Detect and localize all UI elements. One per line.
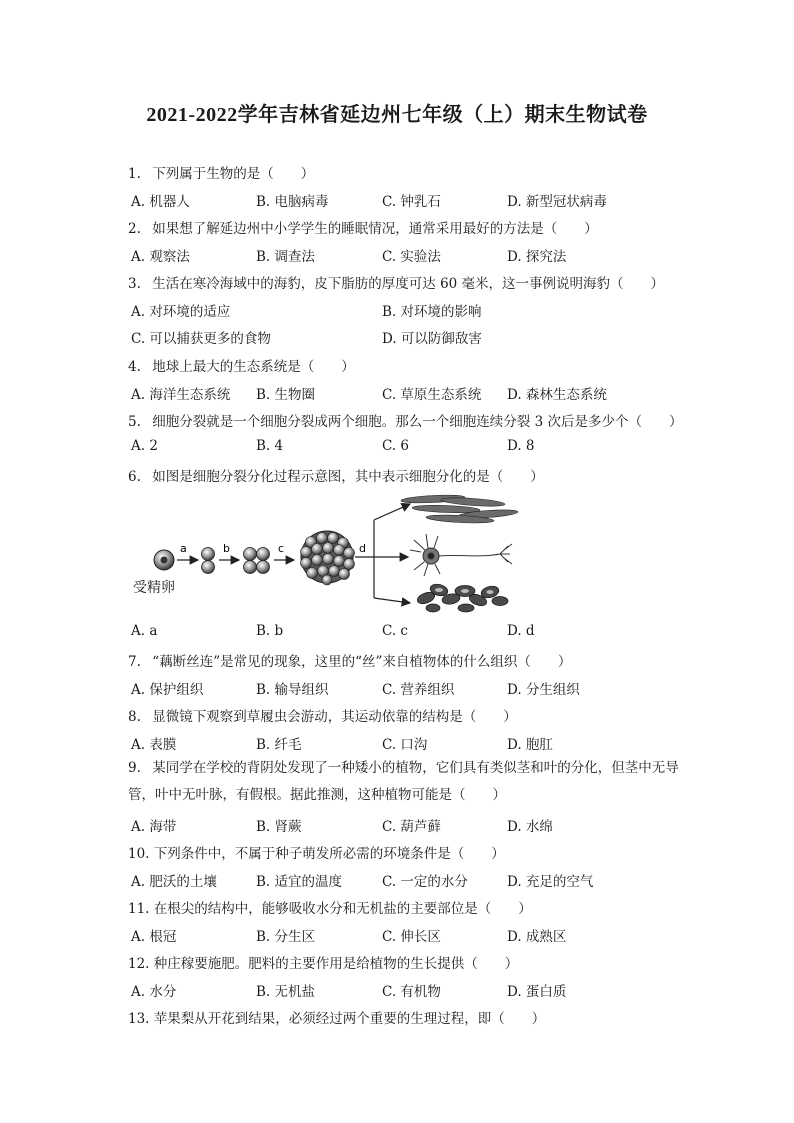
option-b: B. b	[256, 623, 284, 639]
option-d: D. d	[507, 623, 535, 639]
option-d: D. 胞肛	[507, 737, 553, 753]
option-c: C. 可以捕获更多的食物	[131, 331, 271, 347]
options-11	[131, 925, 691, 945]
option-b: B. 无机盐	[256, 984, 316, 1000]
option-a: A. a	[131, 623, 158, 639]
cell-mass-icon	[301, 531, 355, 585]
question-number: 1.	[128, 166, 141, 182]
options-12	[131, 980, 691, 1000]
question-1	[128, 162, 314, 182]
option-c: C. 葫芦藓	[382, 819, 441, 835]
option-b: B. 电脑病毒	[256, 194, 329, 210]
options-6	[131, 623, 691, 643]
question-text: 某同学在学校的背阴处发现了一种矮小的植物，它们具有类似茎和叶的分化，但茎中无导管，叶中无叶脉，有假根。据此推测，这种植物可能是（ ）	[128, 760, 679, 803]
option-a: A. 对环境的适应	[131, 304, 231, 320]
question-number: 11.	[128, 901, 150, 917]
options-5	[131, 438, 691, 458]
question-number: 8.	[128, 709, 141, 725]
question-text: 在根尖的结构中，能够吸收水分和无机盐的主要部位是（ ）	[153, 901, 532, 917]
question-number: 12.	[128, 956, 150, 972]
question-number: 5.	[128, 414, 141, 430]
option-d: D. 8	[507, 438, 535, 454]
option-b: B. 生物圈	[256, 387, 316, 403]
question-6	[128, 465, 544, 485]
option-b: B. 纤毛	[256, 737, 302, 753]
option-d: D. 可以防御敌害	[382, 331, 482, 347]
neuron-icon	[410, 534, 512, 576]
option-d: D. 森林生态系统	[507, 387, 607, 403]
options-1	[131, 190, 691, 210]
option-d: D. 水绵	[507, 819, 553, 835]
page-title: 2021-2022学年吉林省延边州七年级（上）期末生物试卷	[146, 104, 648, 126]
option-b: B. 肾蕨	[256, 819, 302, 835]
option-a: A. 肥沃的土壤	[131, 874, 217, 890]
option-b: B. 调查法	[256, 249, 316, 265]
option-d: D. 蛋白质	[507, 984, 567, 1000]
step-c-label: c	[278, 542, 285, 555]
option-b: B. 对环境的影响	[382, 304, 482, 320]
question-4	[128, 355, 355, 375]
option-c: C. 伸长区	[382, 929, 441, 945]
question-text: 下列条件中，不属于种子萌发所必需的环境条件是（ ）	[153, 846, 505, 862]
option-a: A. 机器人	[131, 194, 190, 210]
question-number: 4.	[128, 359, 141, 375]
step-a-label: a	[180, 542, 187, 555]
options-10	[131, 870, 691, 890]
option-c: C. c	[382, 623, 408, 639]
blood-cells-icon	[416, 582, 508, 612]
options-4	[131, 383, 691, 403]
question-7	[128, 650, 571, 670]
options-7	[131, 678, 691, 698]
question-text: 地球上最大的生态系统是（ ）	[152, 359, 355, 375]
question-text: 细胞分裂就是一个细胞分裂成两个细胞。那么一个细胞连续分裂 3 次后是多少个（ ）	[152, 414, 683, 430]
option-d: D. 新型冠状病毒	[507, 194, 607, 210]
options-2	[131, 245, 691, 265]
option-a: A. 观察法	[131, 249, 190, 265]
question-text: 生活在寒冷海域中的海豹，皮下脂肪的厚度可达 60 毫米，这一事例说明海豹（ ）	[152, 276, 665, 292]
fertilized-egg-label: 受精卵	[133, 580, 175, 596]
fertilized-egg-icon	[154, 550, 174, 570]
option-c: C. 口沟	[382, 737, 428, 753]
question-number: 10.	[128, 846, 150, 862]
question-2	[128, 217, 598, 237]
question-3	[128, 272, 664, 292]
question-number: 3.	[128, 276, 141, 292]
option-b: B. 4	[256, 438, 284, 454]
question-text: 下列属于生物的是（ ）	[152, 166, 315, 182]
option-a: A. 海洋生态系统	[131, 387, 231, 403]
question-text: 苹果梨从开花到结果，必须经过两个重要的生理过程，即（ ）	[153, 1011, 546, 1027]
options-9	[131, 815, 691, 835]
option-c: C. 实验法	[382, 249, 441, 265]
step-d-label: d	[359, 542, 366, 555]
question-number: 6.	[128, 469, 141, 485]
question-9	[128, 755, 696, 809]
option-a: A. 保护组织	[131, 682, 204, 698]
question-5	[128, 410, 682, 430]
question-11	[128, 897, 532, 917]
option-c: C. 一定的水分	[382, 874, 468, 890]
option-c: C. 6	[382, 438, 410, 454]
question-text: 显微镜下观察到草履虫会游动，其运动依靠的结构是（ ）	[152, 709, 517, 725]
option-b: B. 输导组织	[256, 682, 329, 698]
question-10	[128, 842, 505, 862]
question-13	[128, 1007, 545, 1027]
option-d: D. 探究法	[507, 249, 567, 265]
options-8	[131, 733, 691, 753]
question-text: 如图是细胞分裂分化过程示意图，其中表示细胞分化的是（ ）	[152, 469, 544, 485]
question-text: 种庄稼要施肥。肥料的主要作用是给植物的生长提供（ ）	[153, 956, 519, 972]
question-number: 7.	[128, 654, 141, 670]
option-c: C. 营养组织	[382, 682, 455, 698]
four-cell-icon	[244, 548, 270, 574]
option-a: A. 水分	[131, 984, 177, 1000]
option-b: B. 分生区	[256, 929, 316, 945]
option-d: D. 充足的空气	[507, 874, 594, 890]
option-a: A. 2	[131, 438, 158, 454]
option-d: D. 成熟区	[507, 929, 567, 945]
option-c: C. 草原生态系统	[382, 387, 482, 403]
step-b-label: b	[223, 542, 230, 555]
two-cell-icon	[202, 548, 215, 574]
question-text: “藕断丝连”是常见的现象，这里的“丝”来自植物体的什么组织（ ）	[152, 654, 572, 670]
option-b: B. 适宜的温度	[256, 874, 343, 890]
question-number: 13.	[128, 1011, 150, 1027]
option-a: A. 表膜	[131, 737, 177, 753]
option-a: A. 海带	[131, 819, 177, 835]
option-d: D. 分生组织	[507, 682, 580, 698]
options-3-row1	[131, 300, 691, 320]
question-8	[128, 705, 517, 725]
option-c: C. 钟乳石	[382, 194, 441, 210]
question-number: 2.	[128, 221, 141, 237]
cell-division-differentiation-figure	[128, 490, 528, 615]
muscle-cells-icon	[401, 494, 518, 524]
option-c: C. 有机物	[382, 984, 441, 1000]
question-number: 9.	[128, 760, 141, 776]
question-text: 如果想了解延边州中小学学生的睡眠情况，通常采用最好的方法是（ ）	[152, 221, 598, 237]
options-3-row2	[131, 327, 691, 347]
question-12	[128, 952, 518, 972]
option-a: A. 根冠	[131, 929, 177, 945]
